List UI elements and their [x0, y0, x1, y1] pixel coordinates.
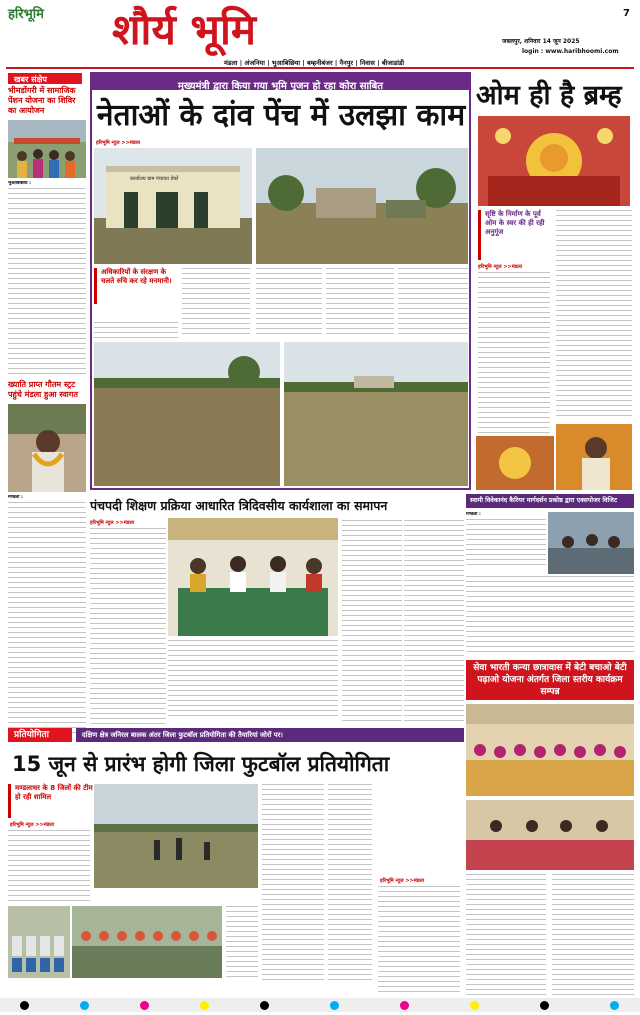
workshop-body-col3 [342, 520, 402, 722]
masthead-title: शौर्य भूमि [112, 5, 256, 54]
kanya-headline: सेवा भारती कन्या छात्रावास में बेटी बचाओ बेटी पढ़ाओ योजना अंतर्गत जिला स्तरीय कार्यक्रम सम्पन्न [473, 663, 627, 697]
workshop-body-col2 [168, 640, 338, 720]
lead-photo-field-right [284, 342, 468, 486]
kanya-body-col1 [378, 886, 460, 996]
page-number: 7 [623, 8, 630, 19]
football-tag-label: प्रतियोगिता [14, 730, 49, 740]
vivekanand-body-wide [466, 576, 634, 656]
football-kicker-bar [76, 728, 464, 742]
sidebar-story1-text [8, 188, 86, 376]
lead-photo-panchayat [94, 148, 252, 264]
registration-mark [330, 1001, 339, 1010]
lead-headline: नेताओं के दांव पेंच में उलझा काम [96, 98, 466, 133]
football-body-col2 [262, 784, 324, 980]
sidebar-story1-lead: भुआबिछिया : [8, 181, 31, 186]
om-headline: ओम ही है ब्रम्ह [476, 80, 622, 111]
lead-quote-box [94, 268, 181, 304]
lead-quote: अधिकारियों के संरक्षण के चलते रुचि कर रहे मनमानी। [101, 268, 172, 285]
football-headline: 15 जून से प्रारंभ होगी जिला फुटबॉल प्रतियोगिता [12, 752, 390, 776]
lead-kicker-bar [92, 74, 469, 90]
lead-kicker: मुख्यमंत्री द्वारा किया गया भूमि पूजन हो रहा कोरा साबित [177, 81, 384, 92]
om-body-col2 [556, 210, 632, 420]
sidebar-photo-welcome [8, 404, 86, 492]
sidebar-story2-title: ख्याति प्राप्त गौतम स्ट्रट पहुंचे मंडला हुआ स्वागत [8, 380, 78, 399]
vivekanand-text [466, 519, 546, 569]
lead-body-col4 [326, 268, 394, 338]
district-strip: मंडला | अंजनिया | भुआबिछिया | बम्हनीबंजर | नैनपुर | निवास | बीजाडांडी [224, 59, 405, 67]
sidebar-story2-body [8, 495, 86, 735]
om-photo-offering [476, 436, 554, 490]
masthead-rule [6, 67, 634, 69]
vivekanand-lead: मण्डला : [466, 512, 481, 517]
football-quote-box [8, 784, 93, 818]
registration-mark [540, 1001, 549, 1010]
om-byline: हरिभूमि न्यूज >>मंडला [478, 264, 523, 270]
registration-mark [470, 1001, 479, 1010]
sidebar-tag [8, 73, 82, 84]
kanya-body-col2 [466, 874, 546, 996]
football-quote: मण्डलाधर के 8 जिलों की टीम हो रही शामिल [15, 784, 93, 801]
website: login : www.haribhoomi.com [522, 48, 619, 55]
lead-body-col5 [398, 268, 468, 338]
sidebar-tag-label: खबर संक्षेप [14, 75, 47, 84]
registration-mark [80, 1001, 89, 1010]
building-sign: कार्यालय ग्राम पंचायत डेकों [130, 176, 179, 182]
football-kicker: दक्षिण क्षेत्र जनिरल बालक अंतर जिला फुटबॉल प्रतियोगिता की तैयारियां जोरों पर। [82, 731, 283, 739]
football-photo-field [94, 784, 258, 888]
kanya-body-col3 [552, 874, 634, 996]
football-photo-group [72, 906, 222, 978]
vivekanand-body [466, 512, 546, 572]
registration-mark [260, 1001, 269, 1010]
om-photo-speaker [556, 424, 632, 490]
football-body-col3 [328, 784, 372, 980]
football-tag [8, 728, 72, 742]
workshop-body-col1 [90, 528, 166, 728]
workshop-headline: पंचपदी शिक्षण प्रक्रिया आधारित त्रिदिवसीय कार्यशाला का समापन [90, 498, 388, 513]
om-quote-box [478, 210, 551, 260]
lead-body-col3 [256, 268, 322, 338]
football-body-col4 [226, 906, 258, 980]
om-photo-deity [478, 116, 630, 206]
lead-byline: हरिभूमि न्यूज >>मंडला [96, 140, 141, 146]
vivekanand-photo [548, 512, 634, 574]
om-quote: सृष्टि के निर्माण के पूर्व ओम के स्वर की ही रही अनुगूंज [485, 210, 545, 236]
lead-photo-field-top [256, 148, 468, 264]
sidebar-photo-camp [8, 120, 86, 178]
football-photo-team [8, 906, 70, 978]
registration-mark [400, 1001, 409, 1010]
workshop-byline: हरिभूमि न्यूज >>मंडला [90, 520, 135, 526]
registration-mark [20, 1001, 29, 1010]
football-byline: हरिभूमि न्यूज >>मंडला [10, 822, 55, 828]
registration-mark [140, 1001, 149, 1010]
kanya-byline: हरिभूमि न्यूज >>मंडला [380, 878, 425, 884]
sidebar-story1-body [8, 181, 86, 376]
om-body-col1 [478, 272, 550, 436]
workshop-body-col4 [404, 520, 464, 722]
sidebar-story1-title: भीमडोंगरी में सामाजिक पेंशन योजना का शिविर का आयोजन [8, 86, 76, 115]
lead-photo-field-left [94, 342, 280, 486]
lead-body-col2 [182, 268, 250, 338]
workshop-photo [168, 518, 338, 636]
football-body-col1 [8, 830, 90, 902]
kanya-photo-hall [466, 704, 634, 796]
registration-mark [610, 1001, 619, 1010]
sidebar-story2-lead: मण्डला : [8, 495, 23, 500]
masthead-logo: हरिभूमि [8, 7, 44, 22]
registration-mark [200, 1001, 209, 1010]
dateline: जबलपुर, शनिवार 14 जून 2025 [502, 38, 580, 45]
sidebar-story2-text [8, 502, 86, 735]
vivekanand-headline: स्वामी विवेकानंद कैरियर मार्गदर्शन प्रकोष्ठ द्वारा एक्सपोजर विजिट [470, 497, 618, 504]
kanya-photo-stage [466, 800, 634, 870]
